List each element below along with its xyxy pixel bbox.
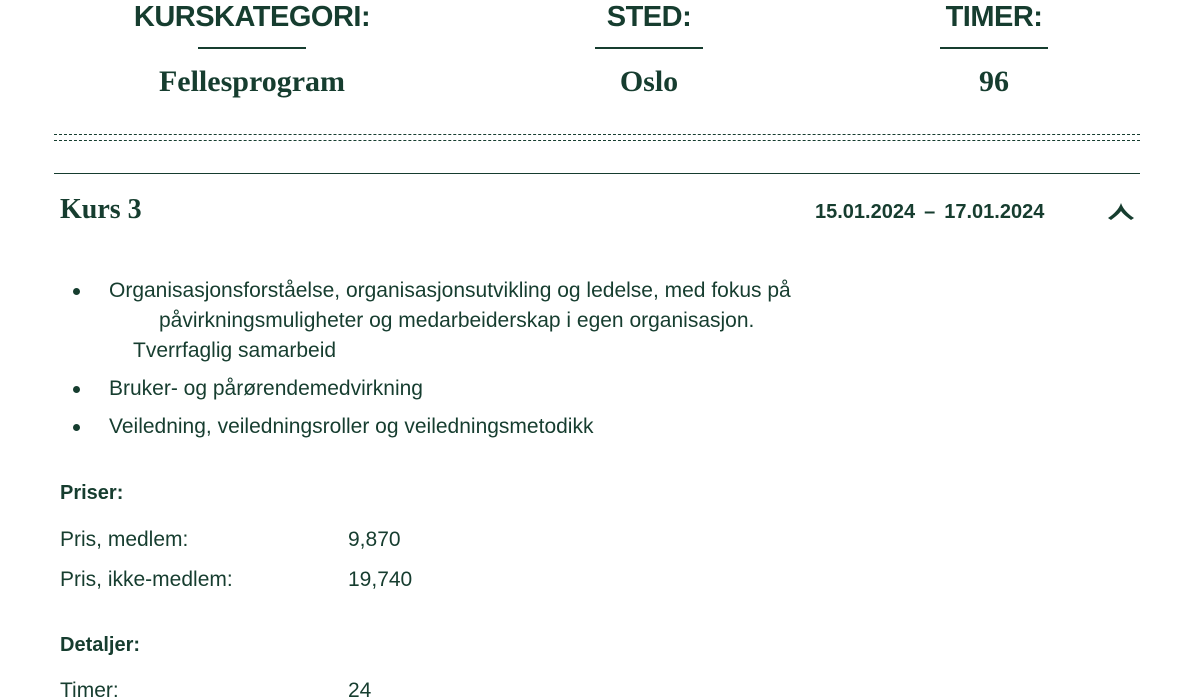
summary-hours [844, 0, 1144, 100]
prices-heading: Priser: [60, 482, 124, 504]
chevron-up-icon[interactable] [1106, 200, 1136, 222]
price-nonmember-value: 19,740 [348, 568, 413, 591]
date-separator: – [924, 201, 936, 223]
summary-divider [198, 47, 306, 49]
topic-line: Bruker- og pårørendemedvirkning [109, 377, 423, 400]
summary-category [102, 0, 402, 100]
course-title[interactable]: Kurs 3 [60, 194, 142, 225]
bullet-icon [73, 424, 80, 431]
price-nonmember-label: Pris, ikke-medlem: [60, 568, 233, 591]
summary-hours-label: TIMER: [945, 1, 1043, 33]
list-item [60, 412, 1060, 442]
course-summary [0, 0, 1200, 120]
summary-hours-value: 96 [979, 65, 1009, 98]
details-heading: Detaljer: [60, 634, 141, 656]
topic-line: Organisasjonsforståelse, organisasjonsutvikling og ledelse, med fokus på [109, 279, 791, 302]
topic-line: Veiledning, veiledningsroller og veiledningsmetodikk [109, 415, 594, 438]
summary-category-value: Fellesprogram [158, 65, 346, 98]
summary-divider [940, 47, 1048, 49]
list-item [60, 374, 1060, 404]
course-topics-list [60, 276, 1060, 442]
course-start-date: 15.01.2024 [815, 201, 916, 223]
topic-line: påvirkningsmuligheter og medarbeiderskap i egen organisasjon. [159, 309, 755, 332]
course-end-date: 17.01.2024 [944, 201, 1045, 223]
bullet-icon [73, 288, 80, 295]
summary-divider [595, 47, 703, 49]
price-member-value: 9,870 [348, 528, 401, 551]
summary-category-label: KURSKATEGORI: [133, 1, 371, 33]
accordion-top-border [54, 173, 1140, 174]
summary-place [499, 0, 799, 100]
topic-line: Tverrfaglig samarbeid [133, 339, 337, 362]
details-hours-value: 24 [348, 679, 372, 700]
bullet-icon [73, 386, 80, 393]
price-member-label: Pris, medlem: [60, 528, 189, 551]
course-dates [815, 199, 1044, 225]
dashed-divider [54, 134, 1140, 141]
summary-place-value: Oslo [619, 65, 679, 98]
summary-place-label: STED: [606, 1, 692, 33]
details-hours-label: Timer: [60, 679, 119, 700]
list-item [60, 276, 1060, 362]
